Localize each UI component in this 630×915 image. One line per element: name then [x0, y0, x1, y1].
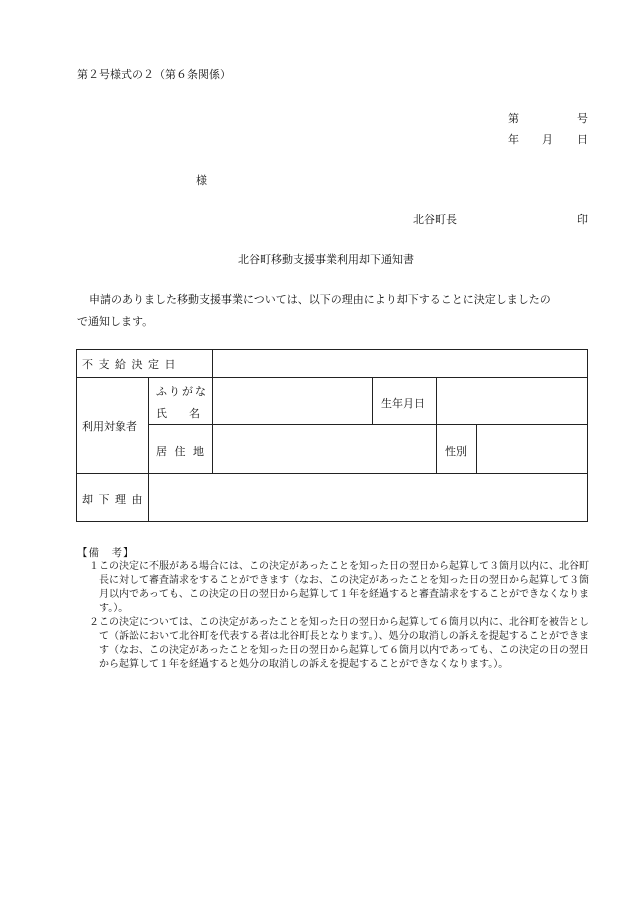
remarks: [77, 546, 589, 672]
recipient-honorific: 様: [196, 174, 207, 187]
decision-table: [76, 349, 588, 522]
issuer-title: 北谷町長: [413, 213, 457, 226]
date-day: 日: [577, 133, 588, 146]
name-label: 氏 名: [156, 407, 200, 420]
form-number: 第２号様式の２（第６条関係）: [77, 68, 231, 81]
remark-number: １: [89, 561, 99, 572]
remark-text: この決定に不服がある場合には、この決定があったことを知った日の翌日から起算して３箇月以内に、北谷町長に対して審査請求をすることができます（なお、この決定があったことを知った日の翌日から起算して３箇月以内であっても、この決定の日の翌日から起算して１年を経過すると審査請求をすることができなくなります。）。: [99, 561, 589, 614]
body-line-1: 申請のありました移動支援事業については、以下の理由により却下することに決定しましたの: [89, 293, 551, 306]
doc-number-suffix: 号: [577, 112, 588, 125]
date-year: 年: [508, 133, 519, 146]
birth-label: 生年月日: [381, 397, 425, 410]
gender-label: 性別: [445, 445, 467, 458]
decision-date-label: 不 支 給 決 定 日: [82, 358, 177, 371]
document-title: 北谷町移動支援事業利用却下通知書: [238, 253, 414, 266]
date-month: 月: [542, 133, 553, 146]
remark-number: ２: [89, 617, 99, 628]
body-line-2: で通知します。: [77, 315, 154, 328]
furigana-label: ふりがな: [156, 385, 208, 398]
target-label: 利用対象者: [82, 420, 137, 433]
remarks-heading: 【備 考】: [77, 547, 135, 559]
remark-item-1: [77, 560, 589, 616]
doc-number-prefix: 第: [508, 112, 519, 125]
remark-item-2: [77, 616, 589, 672]
reason-label: 却 下 理 由: [82, 493, 144, 506]
table-lines: [76, 349, 588, 522]
issuer-seal: 印: [577, 213, 588, 226]
remark-text: この決定については、この決定があったことを知った日の翌日から起算して６箇月以内に、北谷町を被告として（訴訟において北谷町を代表する者は北谷町長となります。）、処分の取消しの訴えを提起することができます（なお、この決定があったことを知った日の翌日から起算して６箇月以内であっても、この決定の日の翌日から起算して１年を経過すると処分の取消しの訴えを提起することができなくなります。）。: [99, 617, 589, 670]
address-label: 居 住 地: [156, 445, 206, 458]
